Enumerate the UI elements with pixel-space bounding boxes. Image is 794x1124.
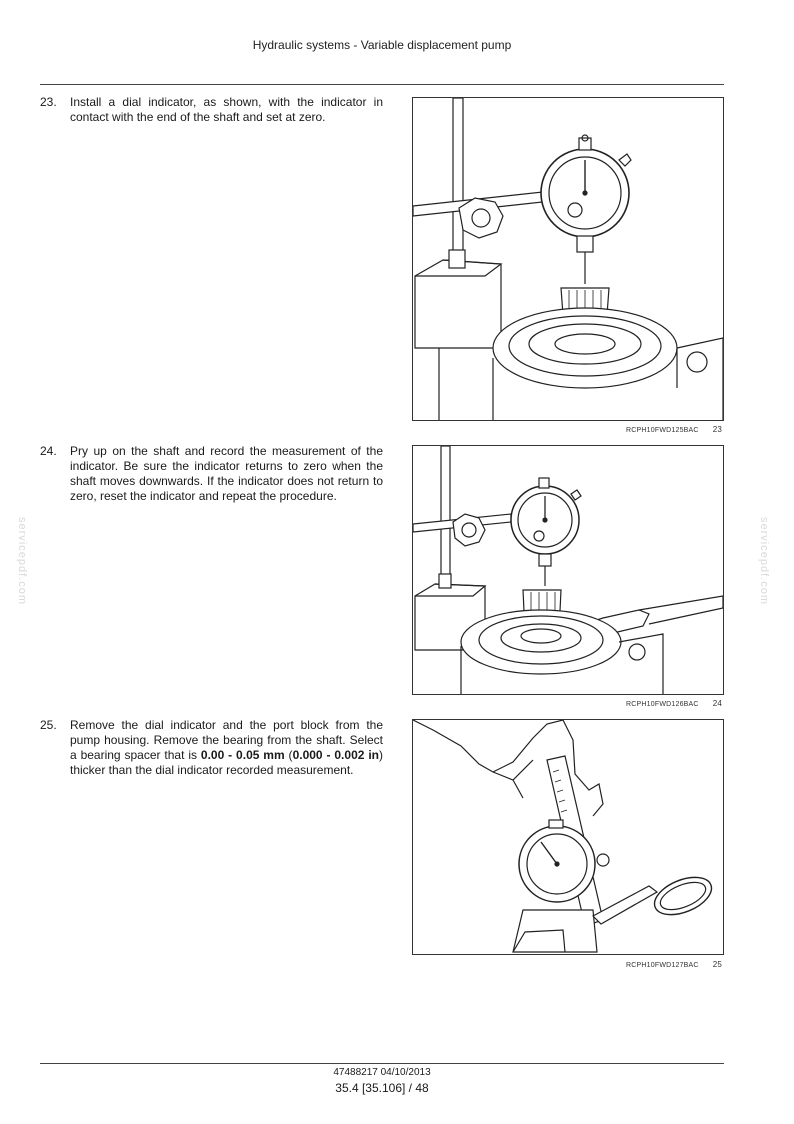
step-23 [40, 95, 383, 125]
figure-24-pry-shaft [412, 445, 724, 695]
spacer-tolerance-mm: 0.00 - 0.05 mm [200, 748, 285, 762]
figure-code: RCPH10FWD126BAC [626, 701, 699, 708]
watermark-right: servicepdf.com [757, 517, 770, 605]
footer-page-number: 35.4 [35.106] / 48 [335, 1081, 429, 1095]
watermark-left: servicepdf.com [15, 517, 28, 605]
step-text: Pry up on the shaft and record the measurement of the indicator. Be sure the indicator returns to zero when the shaft moves downwards. If the indicator does not return to zero, reset the indicator and repeat the procedure. [70, 444, 383, 503]
step-number: 23. [40, 95, 57, 109]
footer-document-reference: 47488217 04/10/2013 [333, 1067, 431, 1078]
figure-code: RCPH10FWD127BAC [626, 962, 699, 969]
step-number: 24. [40, 444, 57, 458]
figure-code: RCPH10FWD125BAC [626, 427, 699, 434]
figure-number: 25 [712, 960, 722, 969]
figure-25-caption [412, 960, 722, 969]
spacer-tolerance-in: 0.000 - 0.002 in [292, 748, 379, 762]
figure-number: 23 [712, 425, 722, 434]
footer-rule [40, 1063, 724, 1064]
figure-23-dial-indicator-setup [412, 97, 724, 421]
figure-23-caption [412, 425, 722, 434]
figure-number: 24 [712, 699, 722, 708]
header-rule [40, 84, 724, 85]
figure-24-caption [412, 699, 722, 708]
step-25 [40, 718, 383, 778]
step-number: 25. [40, 718, 57, 732]
figure-25-dial-caliper [412, 719, 724, 955]
page-header-title: Hydraulic systems - Variable displacement pump [252, 38, 512, 52]
step-text: Remove the dial indicator and the port block from the pump housing. Remove the bearing from the shaft. Select a bearing spacer that is 0.00 - 0.05 mm (0.000 - 0.002 in) thicker than the dial indicator recorded measurement. [70, 718, 383, 777]
step-24 [40, 444, 383, 504]
step-text: Install a dial indicator, as shown, with the indicator in contact with the end of the shaft and set at zero. [70, 95, 383, 124]
